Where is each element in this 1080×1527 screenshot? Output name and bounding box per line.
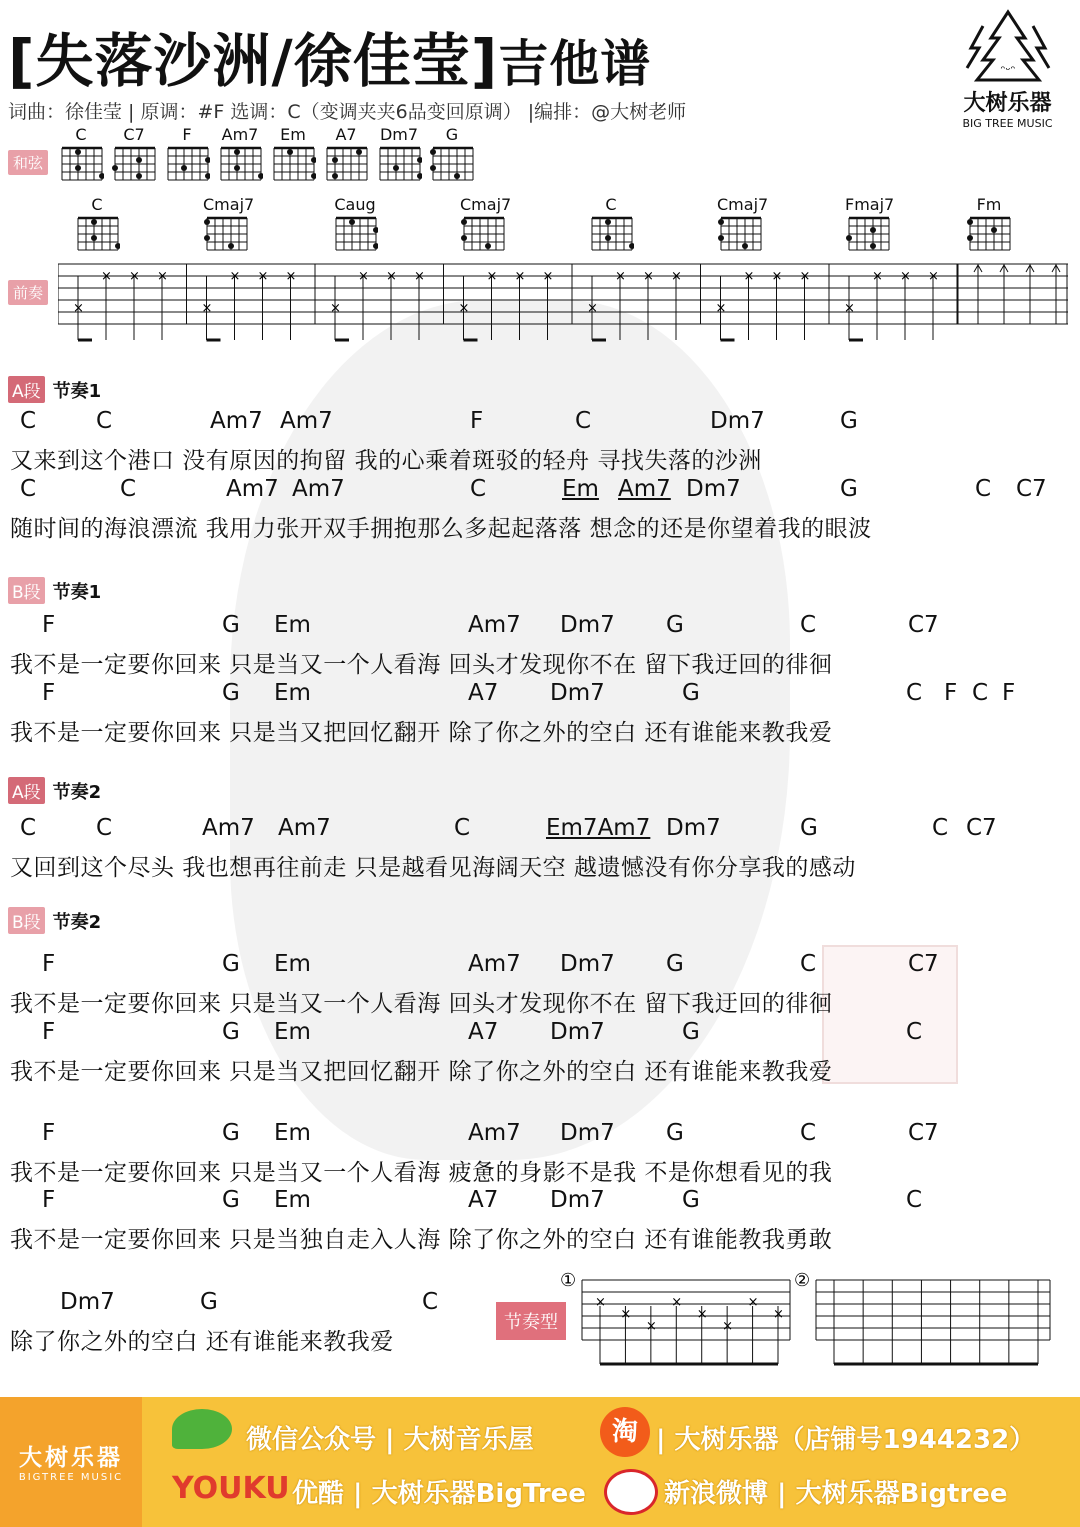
- footer-banner: [0, 1397, 1080, 1527]
- svg-text:×: ×: [671, 269, 682, 284]
- chord-symbol: Em: [274, 612, 311, 638]
- chord-name: F: [182, 125, 192, 144]
- chord-name: C: [605, 195, 617, 214]
- fretboard-grid: [58, 144, 104, 182]
- chord-symbol: C7: [908, 1120, 939, 1146]
- chord-symbol: Em: [274, 1187, 311, 1213]
- chord-symbol: C: [96, 815, 113, 841]
- svg-text:×: ×: [928, 269, 939, 284]
- lyric-line: 随时间的海浪漂流 我用力张开双手拥抱那么多起起落落 想念的还是你望着我的眼波: [10, 516, 872, 542]
- svg-text:×: ×: [73, 301, 84, 316]
- chord-symbol: G: [666, 612, 684, 638]
- taobao-icon: 淘: [600, 1407, 650, 1457]
- rhythm-pattern-label: ①: [560, 1270, 577, 1291]
- section-tag: B段: [8, 577, 45, 604]
- chord-symbol: Em: [274, 1120, 311, 1146]
- chord-symbol: G: [222, 1187, 240, 1213]
- lyric-line: 又来到这个港口 没有原因的拘留 我的心乘着斑驳的轻舟 寻找失落的沙洲: [10, 448, 762, 474]
- chord-line: [10, 951, 1070, 981]
- chord-name: Em: [280, 125, 306, 144]
- chord-diagram: [376, 126, 422, 186]
- chord-symbol: A7: [468, 1187, 499, 1213]
- section-header: [8, 376, 101, 402]
- svg-text:×: ×: [671, 1295, 683, 1310]
- fretboard-grid: [460, 214, 506, 252]
- chord-symbol: C: [422, 1289, 439, 1315]
- fretboard-grid: [270, 144, 316, 182]
- section-rhythm-label: 节奏1: [52, 581, 102, 603]
- chord-line: [10, 408, 1070, 438]
- chord-symbol: C: [932, 815, 949, 841]
- chord-symbol: Dm7: [560, 612, 615, 638]
- svg-text:×: ×: [615, 269, 626, 284]
- svg-text:×: ×: [358, 269, 369, 284]
- chord-symbol: F: [1002, 680, 1016, 706]
- chord-name: G: [445, 125, 459, 144]
- lyric-line: 我不是一定要你回来 只是当又一个人看海 疲惫的身影不是我 不是你想看见的我: [10, 1160, 833, 1186]
- svg-text:×: ×: [542, 269, 554, 284]
- svg-text:×: ×: [330, 301, 341, 316]
- footer-logo: 大树乐器 BIGTREE MUSIC: [0, 1397, 142, 1527]
- section-header: [8, 907, 101, 933]
- section-rhythm-label: 节奏2: [52, 781, 102, 803]
- chord-symbol: Em: [274, 1019, 311, 1045]
- fretboard-grid: [217, 144, 263, 182]
- chord-symbol: F: [42, 612, 56, 638]
- chord-symbol: G: [682, 1187, 700, 1213]
- chord-symbol: C: [800, 1120, 817, 1146]
- chord-symbol: Am7: [280, 408, 333, 434]
- chord-symbol: G: [840, 476, 858, 502]
- chord-symbol: A7: [468, 680, 499, 706]
- svg-text:×: ×: [386, 269, 397, 284]
- chord-diagram: [717, 195, 769, 256]
- chord-name: Cmaj7: [717, 195, 769, 214]
- chord-diagram: [270, 126, 316, 186]
- section-rhythm-label: 节奏2: [52, 911, 102, 933]
- wechat-icon: [172, 1409, 232, 1449]
- chord-symbol: Em7Am7: [546, 815, 651, 841]
- chord-symbol: Em: [274, 951, 311, 977]
- chord-symbol: G: [666, 951, 684, 977]
- weibo-account: 新浪微博 | 大树乐器Bigtree: [664, 1479, 1008, 1509]
- svg-text:×: ×: [747, 1295, 759, 1310]
- fretboard-grid: [966, 214, 1012, 252]
- svg-text:×: ×: [715, 301, 727, 316]
- chord-diagram: [460, 195, 512, 256]
- fretboard-grid: [74, 214, 120, 252]
- chord-line: [10, 1187, 1070, 1217]
- credits-line: 词曲：徐佳莹 | 原调：#F 选调：C（变调夹夹6品变回原调） |编排：@大树老师: [8, 101, 687, 123]
- chord-name: Fm: [976, 195, 1002, 214]
- svg-text:×: ×: [157, 269, 168, 284]
- chords-tag: 和弦: [8, 150, 48, 175]
- lyric-line: 我不是一定要你回来 只是当又一个人看海 回头才发现你不在 留下我迂回的徘徊: [10, 991, 833, 1017]
- chord-line: [10, 612, 1070, 642]
- chord-diagram: [323, 126, 369, 186]
- svg-text:×: ×: [229, 269, 241, 284]
- youku-account: 优酷 | 大树乐器BigTree: [292, 1479, 586, 1509]
- fretboard-grid: [717, 214, 763, 252]
- svg-text:×: ×: [900, 269, 911, 284]
- chord-diagram: [332, 196, 378, 256]
- chord-diagram: [74, 196, 120, 256]
- chord-name: C7: [123, 125, 145, 144]
- chord-name: Cmaj7: [460, 195, 512, 214]
- svg-text:×: ×: [101, 269, 112, 284]
- chord-symbol: C: [906, 1019, 923, 1045]
- youku-logo: YOUKU: [172, 1471, 290, 1506]
- chord-name: A7: [335, 125, 357, 144]
- chord-symbol: Am7: [468, 1120, 521, 1146]
- chord-symbol: C: [975, 476, 992, 502]
- chord-symbol: G: [666, 1120, 684, 1146]
- chord-symbol: Am7: [226, 476, 279, 502]
- chord-name: Caug: [334, 195, 376, 214]
- svg-text:×: ×: [587, 301, 598, 316]
- chord-line: [10, 1019, 1070, 1049]
- lyric-line: 我不是一定要你回来 只是当又一个人看海 回头才发现你不在 留下我迂回的徘徊: [10, 652, 833, 678]
- chord-symbol: Am7: [468, 612, 521, 638]
- brand-logo: ᵔᵕᵔ 大树乐器 BIG TREE MUSIC: [945, 8, 1070, 130]
- chord-symbol: C: [96, 408, 113, 434]
- svg-text:×: ×: [458, 301, 470, 316]
- taobao-shop: | 大树乐器（店铺号1944232）: [656, 1425, 1036, 1455]
- chord-symbol: G: [222, 1120, 240, 1146]
- chord-symbol: Dm7: [60, 1289, 115, 1315]
- svg-text:×: ×: [872, 269, 883, 284]
- svg-text:×: ×: [773, 1307, 784, 1322]
- chord-symbol: C7: [1016, 476, 1047, 502]
- intro-tablature: [58, 262, 1070, 346]
- chord-symbol: C: [800, 951, 817, 977]
- svg-text:×: ×: [595, 1295, 606, 1310]
- fretboard-grid: [588, 214, 634, 252]
- lyric-line: 除了你之外的空白 还有谁能来教我爱: [10, 1329, 394, 1355]
- chord-symbol: G: [222, 680, 240, 706]
- rhythm-type-tag: 节奏型: [496, 1302, 566, 1340]
- chord-name: C: [75, 125, 87, 144]
- chord-symbol: Am7: [202, 815, 255, 841]
- chord-symbol: Dm7: [550, 680, 605, 706]
- chord-symbol: F: [42, 1019, 56, 1045]
- svg-text:×: ×: [722, 1319, 734, 1334]
- chord-diagram: [845, 195, 895, 256]
- chord-line: [10, 476, 1070, 506]
- chord-line: [10, 815, 1070, 845]
- chord-symbol: C: [972, 680, 989, 706]
- chord-diagram: [429, 126, 475, 186]
- chord-name: Cmaj7: [203, 195, 255, 214]
- chord-symbol: Dm7: [666, 815, 721, 841]
- fretboard-grid: [164, 144, 210, 182]
- chord-symbol: Em: [562, 476, 599, 502]
- chord-symbol: Em: [274, 680, 311, 706]
- chord-symbol: Dm7: [560, 951, 615, 977]
- fretboard-grid: [323, 144, 369, 182]
- chord-symbol: G: [200, 1289, 218, 1315]
- chord-diagram: [111, 126, 157, 186]
- weibo-icon: [604, 1469, 658, 1515]
- tree-icon: [963, 8, 1053, 86]
- chord-symbol: Am7: [210, 408, 263, 434]
- chord-diagram: [217, 126, 263, 186]
- section-header: [8, 777, 101, 803]
- chord-symbol: A7: [468, 1019, 499, 1045]
- chord-name: Dm7: [379, 125, 419, 144]
- chord-symbol: Dm7: [550, 1187, 605, 1213]
- wechat-account: 微信公众号 | 大树音乐屋: [246, 1425, 534, 1455]
- chord-name: Am7: [221, 125, 259, 144]
- chord-symbol: F: [42, 951, 56, 977]
- rhythm-pattern-diagrams: [560, 1266, 1065, 1374]
- fretboard-grid: [332, 214, 378, 252]
- svg-text:×: ×: [257, 269, 269, 284]
- chord-symbol: G: [222, 1019, 240, 1045]
- chord-symbol: Am7: [292, 476, 345, 502]
- chord-symbol: Am7: [468, 951, 521, 977]
- chord-symbol: C: [454, 815, 471, 841]
- svg-text:×: ×: [414, 269, 425, 284]
- chord-symbol: F: [470, 408, 484, 434]
- chord-symbol: F: [42, 1187, 56, 1213]
- chord-line: [10, 680, 1070, 710]
- chord-symbol: G: [682, 1019, 700, 1045]
- chord-symbol: C: [20, 476, 37, 502]
- chord-diagram: [164, 126, 210, 186]
- svg-text:ᵔᵕᵔ: ᵔᵕᵔ: [1000, 63, 1015, 77]
- chord-symbol: C7: [966, 815, 997, 841]
- chord-diagram: [203, 195, 255, 256]
- chord-diagram: [588, 196, 634, 256]
- chord-name: Fmaj7: [845, 195, 895, 214]
- chord-diagram: [58, 126, 104, 186]
- svg-text:×: ×: [696, 1307, 708, 1322]
- chord-symbol: Dm7: [686, 476, 741, 502]
- fretboard-grid: [845, 214, 891, 252]
- rhythm-pattern-label: ②: [794, 1270, 811, 1291]
- chord-symbol: Am7: [278, 815, 331, 841]
- chord-symbol: G: [800, 815, 818, 841]
- chord-symbol: Dm7: [550, 1019, 605, 1045]
- section-rhythm-label: 节奏1: [52, 380, 102, 402]
- section-header: [8, 577, 101, 603]
- lyric-line: 又回到这个尽头 我也想再往前走 只是越看见海阔天空 越遗憾没有你分享我的感动: [10, 855, 856, 881]
- chord-symbol: Dm7: [710, 408, 765, 434]
- section-tag: A段: [8, 376, 45, 403]
- lyric-line: 我不是一定要你回来 只是当又把回忆翻开 除了你之外的空白 还有谁能来教我爱: [10, 1059, 833, 1085]
- chord-symbol: Dm7: [560, 1120, 615, 1146]
- svg-text:×: ×: [771, 269, 783, 284]
- svg-text:×: ×: [799, 269, 811, 284]
- chord-symbol: G: [682, 680, 700, 706]
- chord-symbol: C7: [908, 951, 939, 977]
- chord-symbol: C: [906, 680, 923, 706]
- chord-symbol: F: [42, 1120, 56, 1146]
- intro-tag: 前奏: [8, 280, 48, 305]
- chord-line: [10, 1120, 1070, 1150]
- chord-diagram: [966, 196, 1012, 256]
- chord-symbol: C: [120, 476, 137, 502]
- fretboard-grid: [111, 144, 157, 182]
- lyric-line: 我不是一定要你回来 只是当独自走入人海 除了你之外的空白 还有谁能教我勇敢: [10, 1227, 833, 1253]
- fretboard-grid: [203, 214, 249, 252]
- chord-symbol: C: [906, 1187, 923, 1213]
- chord-symbol: C: [20, 815, 37, 841]
- chord-symbol: G: [222, 951, 240, 977]
- svg-text:×: ×: [514, 269, 526, 284]
- lyric-line: 我不是一定要你回来 只是当又把回忆翻开 除了你之外的空白 还有谁能来教我爱: [10, 720, 833, 746]
- chord-symbol: C: [575, 408, 592, 434]
- svg-text:×: ×: [486, 269, 498, 284]
- chord-name: C: [91, 195, 103, 214]
- svg-text:×: ×: [743, 269, 755, 284]
- svg-text:×: ×: [844, 301, 855, 316]
- chord-symbol: Am7: [618, 476, 671, 502]
- page-title: [失落沙洲/徐佳莹]吉他谱: [8, 27, 652, 95]
- chord-symbol: G: [222, 612, 240, 638]
- section-tag: A段: [8, 777, 45, 804]
- chord-symbol: F: [42, 680, 56, 706]
- fretboard-grid: [429, 144, 475, 182]
- svg-text:×: ×: [285, 269, 297, 284]
- chord-symbol: C: [20, 408, 37, 434]
- svg-text:×: ×: [129, 269, 140, 284]
- chord-symbol: C: [800, 612, 817, 638]
- svg-text:×: ×: [620, 1307, 632, 1322]
- fretboard-grid: [376, 144, 422, 182]
- svg-text:×: ×: [201, 301, 213, 316]
- svg-text:×: ×: [645, 1319, 657, 1334]
- chord-symbol: C: [470, 476, 487, 502]
- chord-symbol: C7: [908, 612, 939, 638]
- section-tag: B段: [8, 907, 45, 934]
- chord-symbol: G: [840, 408, 858, 434]
- svg-text:×: ×: [643, 269, 654, 284]
- chord-symbol: F: [944, 680, 958, 706]
